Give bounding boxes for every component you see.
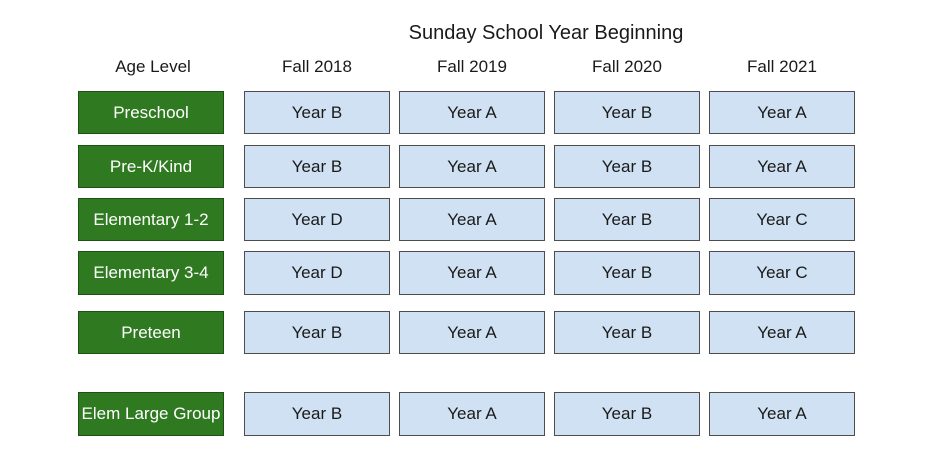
age-label-elementary-3-4: Elementary 3-4: [78, 251, 224, 295]
age-label-preschool: Preschool: [78, 91, 224, 134]
year-cell: Year C: [709, 251, 855, 295]
year-cell: Year B: [554, 311, 700, 354]
year-cell: Year B: [244, 145, 390, 188]
year-cell: Year B: [244, 91, 390, 134]
year-cell: Year B: [554, 392, 700, 436]
age-level-header: Age Level: [115, 57, 191, 76]
year-cell: Year A: [399, 392, 545, 436]
chart-title: Sunday School Year Beginning: [408, 22, 684, 44]
year-cell: Year C: [709, 198, 855, 241]
column-header-fall-2021: Fall 2021: [747, 57, 817, 76]
column-header-fall-2018: Fall 2018: [282, 57, 352, 76]
year-cell: Year B: [554, 91, 700, 134]
year-cell: Year A: [399, 91, 545, 134]
year-cell: Year A: [399, 198, 545, 241]
year-cell: Year B: [554, 251, 700, 295]
year-cell: Year D: [244, 198, 390, 241]
age-label-pre-k-kind: Pre-K/Kind: [78, 145, 224, 188]
year-cell: Year B: [554, 198, 700, 241]
year-cell: Year D: [244, 251, 390, 295]
year-cell: Year A: [709, 91, 855, 134]
year-cell: Year B: [244, 311, 390, 354]
year-cell: Year A: [399, 145, 545, 188]
age-label-preteen: Preteen: [78, 311, 224, 354]
column-header-fall-2020: Fall 2020: [592, 57, 662, 76]
year-cell: Year A: [399, 311, 545, 354]
year-cell: Year A: [399, 251, 545, 295]
year-cell: Year A: [709, 392, 855, 436]
age-label-elem-large-group: Elem Large Group: [78, 392, 224, 436]
year-cell: Year A: [709, 311, 855, 354]
year-cell: Year B: [244, 392, 390, 436]
year-cell: Year A: [709, 145, 855, 188]
column-header-fall-2019: Fall 2019: [437, 57, 507, 76]
year-cell: Year B: [554, 145, 700, 188]
age-label-elementary-1-2: Elementary 1-2: [78, 198, 224, 241]
